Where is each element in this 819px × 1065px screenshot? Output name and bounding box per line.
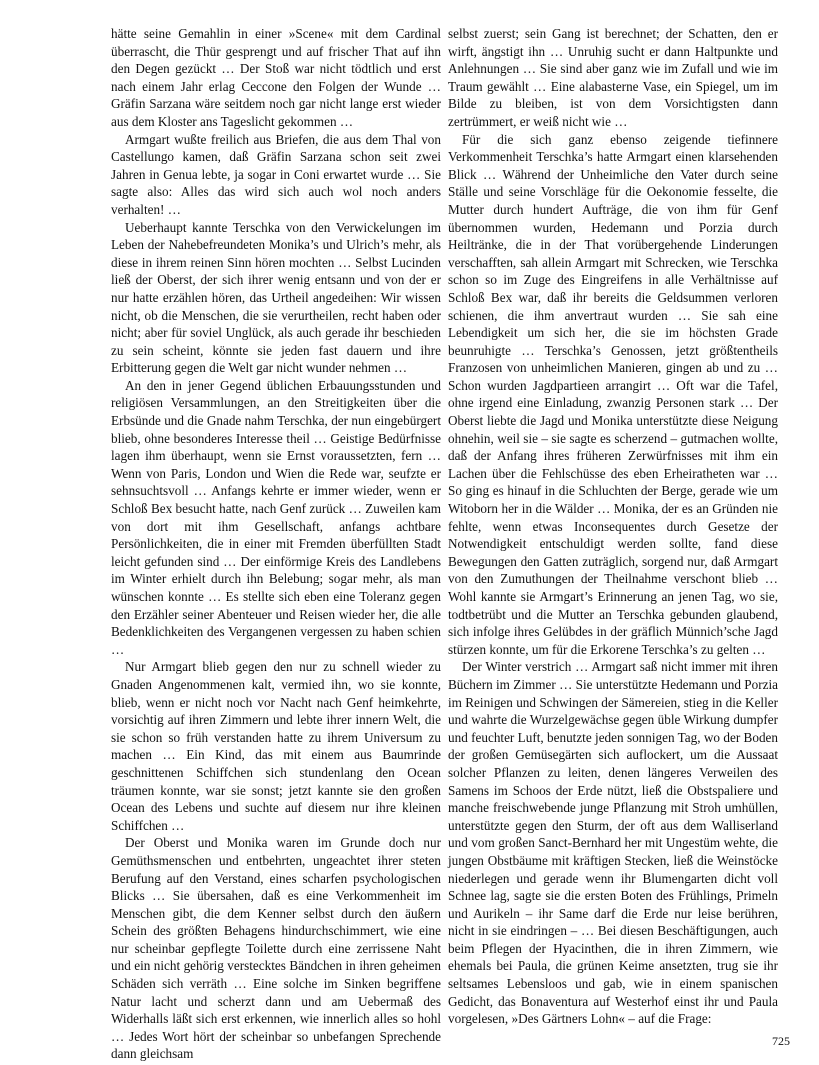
paragraph: Nur Armgart blieb gegen den nur zu schnell wieder zu Gnaden Angenommenen kalt, vermied ihn, wo sie konnte, blieb, wenn er nicht noch vor Nacht nach Genf heimkehrte, vorsichtig auf ihren Zimmern und lebte ihrer innern Welt, die sie schon so früh verstanden hatte zu ihrem Universum zu machen … Ein Kind, das mit einem aus Baumrinde geschnittenen Schiffchen sich stundenlang den Ocean träumen konnte, war sie sonst; jetzt kannte sie den großen Ocean des Lebens und suchte auf diesem nur ihre kleinen Schiffchen … <box>111 659 441 833</box>
paragraph: An den in jener Gegend üblichen Erbauungsstunden und religiösen Versammlungen, an den Streitigkeiten über die Erbsünde und die Gnade nahm Terschka, der nun eingebürgert blieb, ohne besonderes Interesse theil … Geistige Bedürfnisse lagen ihm überhaupt, wenn sie Ernst voraussetzten, fern … Wenn von Paris, London und Wien die Rede war, seufzte er sehnsuchtsvoll … Anfangs kehrte er immer wieder, wenn er Schloß Bex besucht hatte, nach Genf zurück … Zuweilen kam von dort mit ihm Gesellschaft, anfangs achtbare Persönlichkeiten, die in einer mit Fremden überfüllten Stadt leicht gefunden sind … Der einförmige Kreis des Landlebens im Winter erhielt durch ihn Belebung; sogar mehr, als man wünschen konnte … Es stellte sich eben eine Toleranz gegen den Erzähler seiner Abenteuer und Reisen wieder her, die alle Bedenklichkeiten des Vergangenen vergessen zu haben schien … <box>111 377 441 657</box>
paragraph: Ueberhaupt kannte Terschka von den Verwickelungen im Leben der Nahebefreundeten Monika’s und Ulrich’s mehr, als diese in ihrem reinen Sinn hören mochten … Selbst Lucinden ließ der Oberst, der sich ihrer wenig entsann und von der er nur hatte erzählen hören, das Urtheil angedeihen: Wir wissen nicht, ob die Menschen, die sie verurtheilen, recht haben oder nicht; aber für soviel Unglück, als auch gerade ihr beschieden zu sein scheint, könnte sie jeden fast dauern und ihre Erbitterung gegen die Welt gar nicht wunder nehmen … <box>111 219 441 376</box>
text-column-left <box>111 25 441 1063</box>
paragraph: hätte seine Gemahlin in einer »Scene« mit dem Cardinal überrascht, die Thür gesprengt und auf frischer That auf ihn den Degen gezückt … Der Stoß war nicht tödtlich und erst nach einem Jahr erlag Ceccone den Folgen der Wunde … Gräfin Sarzana wäre seitdem noch gar nicht lange erst wieder aus dem Kloster ans Tageslicht gekommen … <box>111 26 441 129</box>
page-number: 725 <box>772 1034 790 1048</box>
paragraph: Der Winter verstrich … Armgart saß nicht immer mit ihren Büchern im Zimmer … Sie unterstützte Hedemann und Porzia im Reinigen und Schwingen der Sämereien, stieg in die Keller und wahrte die Wurzelgewächse gegen üble Wirkung dumpfer und feuchter Luft, benutzte jeden sonnigen Tag, wo der Boden der großen Gemüsegärten sich auflockert, um die Aussaat solcher Pflanzen zu leiten, denen längeres Verweilen des Samens im Schoos der Erde nützt, ließ die Obstspaliere und manche freischwebende junge Pflanzung mit Stroh umhüllen, unterstützte gegen den Sturm, der oft aus dem Walliserland und vom großen Sanct-Bernhard her mit Ungestüm wehte, die jungen Obstbäume mit kräftigen Stecken, ließ die Weinstöcke niederlegen und gerade wenn ihr Blumengarten dicht voll Schnee lag, sagte sie die ersten Boten des Frühlings, Primeln und Aurikeln – ihr Same darf die Erde nur leise berühren, nicht in sie eindringen – … Bei diesen Beschäftigungen, auch beim Pflegen der Hyacinthen, die in ihren Zimmern, wie ehemals bei Paula, die grünen Keime ansetzten, trug sie ihr seltsames Lebensloos und gab, wie in einem spanischen Gedicht, das Bonaventura auf Westerhof einst ihr und Paula vorgelesen, »Des Gärtners Lohn« – auf die Frage: <box>448 659 778 1027</box>
paragraph: Der Oberst und Monika waren im Grunde doch nur Gemüthsmenschen und entbehrten, ungeachtet ihrer steten Berufung auf den Verstand, eines scharfen psychologischen Blicks … Sie übersahen, daß es eine Verkommenheit im Menschen gibt, die dem Kenner selbst durch den äußern Schein des größten Behagens hindurchschimmert, wie eine nur scheinbar gepflegte Toilette durch eine zerrissene Naht und ein nicht gehörig verstecktes Bändchen in ihren geheimen Schäden sich verräth … Eine solche im Sinken begriffene Natur lacht und scherzt dann und am Uebermaß des Widerhalls läßt sich erst erkennen, wie innerlich alles so hohl … Jedes Wort hört der scheinbar so unbefangen Sprechende dann gleichsam <box>111 835 441 1062</box>
paragraph: Für die sich ganz ebenso zeigende tiefinnere Verkommenheit Terschka’s hatte Armgart einen klarsehenden Blick … Während der Unheimliche den Vater durch seine Ställe und seine Vorschläge für die Oekonomie fesselte, die Mutter durch hundert Aufträge, die von ihm für Genf übernommen wurden, Hedemann und Porzia durch Heiltränke, die in der That vorübergehende Linderungen verschafften, sah allein Armgart mit Schrecken, wie Terschka schon so im Zuge des Eingreifens in alle Verhältnisse auf Schloß Bex war, daß ihr bereits die Geldsummen verloren schienen, die ihm anvertraut wurden … Sie sah eine Lebendigkeit um sich her, die sie im höchsten Grade beunruhigte … Terschka’s Genossen, jetzt größtentheils Franzosen von unheimlichen Manieren, gingen ab und zu … Schon wurden Jagdpartieen arrangirt … Oft war die Tafel, ohne irgend eine Einladung, zwanzig Personen stark … Der Oberst liebte die Jagd und Monika unterstützte diese Neigung ohnehin, weil sie – sie sagte es scherzend – gutmachen wollte, daß der Anfang ihres früheren Zerwürfnisses mit ihm ein Lachen über die Fehlschüsse des eben Erheiratheten war … So ging es hinauf in die Schluchten der Berge, gerade wie um Witoborn her in die Wälder … Monika, der es an Gründen nie fehlte, wenn etwas Inconsequentes durch Gesetze der Notwendigkeit entschuldigt werden sollte, fand diese Bewegungen den Gatten zuträglich, sorgend nur, daß Armgart von den Zumuthungen der Theilnahme verschont blieb … Wohl kannte sie Armgart’s Erinnerung an jenen Tag, wo sie, todtbetrübt und die Mutter an Terschka gebunden glaubend, sich infolge ihres Gelübdes in der gräflich Münnich’sche Jagd stürzen konnte, um für die Erkorene Terschka’s zu gelten … <box>448 131 778 657</box>
text-column-right <box>448 25 778 1028</box>
paragraph: selbst zuerst; sein Gang ist berechnet; der Schatten, den er wirft, ängstigt ihn … Unruhig sucht er dann Haltpunkte und Anlehnungen … Sie sind aber ganz wie im Zufall und wie im Traum gewählt … Eine alabasterne Vase, ein Spiegel, um im Bilde zu bleiben, ist von dem Vorsichtigsten dann zertrümmert, er weiß nicht wie … <box>448 26 778 129</box>
paragraph: Armgart wußte freilich aus Briefen, die aus dem Thal von Castellungo kamen, daß Gräfin Sarzana schon seit zwei Jahren in Genua lebte, ja sogar in Coni erwartet wurde … Sie sagte also: Alles das wird sich auch wol noch anders verhalten! … <box>111 131 441 217</box>
